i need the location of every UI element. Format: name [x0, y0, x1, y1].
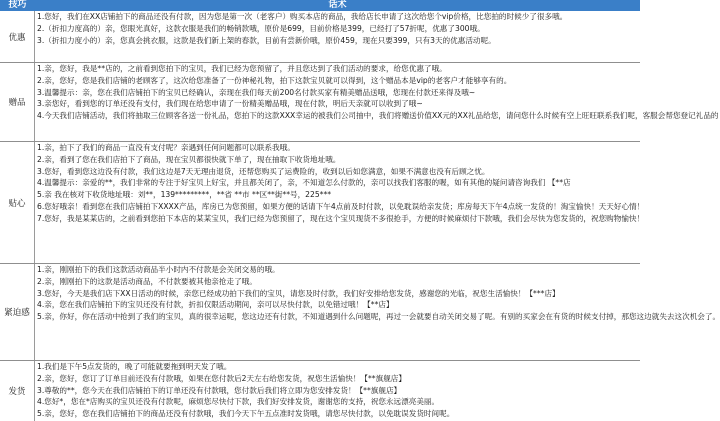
group-gift — [0, 63, 719, 142]
group-label: 贴心 — [0, 142, 35, 263]
group-care — [0, 142, 645, 264]
group-label: 紧迫感 — [0, 264, 35, 360]
script-line: 6.您好哦亲！看到您在我们店铺拍下XXXX产品，库房已为您预留，如果方便的话请下午4点前及时付款，以免耽误给亲发货；库房每天下午4点统一发货的！淘宝愉快！天天好心情！ — [37, 201, 645, 211]
script-line: 4.今天我们店铺活动，我们将抽取三位顾客各送一份礼品，您拍下的这款XXX幸运的被我们公司抽中，我们将赠送价值XX元的XX礼品给您，请问您什么时候有空上旺旺联系我们呢，客服会帮您登记礼品的 — [37, 111, 719, 121]
script-line: 3.您好，看到您这边没有付款，我们这边是7天无理由退货，还帮您购买了运费险的，收到以后如您满意，如果不满意也没有后顾之忧。 — [37, 166, 490, 176]
script-line: 1.亲，拍下了我们的商品一直没有支付呢？亲遇到任何问题都可以联系我哦。 — [37, 143, 295, 152]
script-line — [37, 236, 638, 248]
header-row — [0, 0, 640, 11]
script-line: 5.亲，您好，您在我们店铺拍下的商品还没有付款哦，我们今天下午五点准时发货哦，请您尽快付款，以免耽误发货时间呢。 — [37, 409, 455, 419]
script-line: 1.您好，我们在XX店铺拍下的商品还没有付款，因为您是第一次（老客户）购买本店的商品，我给店长申请了这次给您个vip价格，比您拍的时候少了很多哦。 — [37, 12, 568, 21]
script-line: 3.尊敬的**，您今天在我们店铺拍下的订单还没有付款哦，您付款后我们将立即为您安排发货！【**旗舰店】 — [37, 385, 402, 395]
script-line: 1.亲，您好，我是**店的，之前看到您拍下的宝贝，我们已经为您预留了，并且您达到了我们活动的要求，给您优惠了哦。 — [37, 64, 447, 73]
script-line: 3.（折扣力度小的）亲，您真会挑衣服，这款是我们新上架的春款，目前有尝新价哦，原价459，现在只要399，只有3天的优惠活动呢。 — [37, 35, 496, 45]
group-discount — [0, 11, 640, 63]
script-line: 5.亲，你好，你在活动中抢到了我们的宝贝，真的很幸运呢，您这边还有付款，不知道遇到什么问题呢，再过一会就要自动关闭交易了呢。有别的买家会在有货的时候支付掉，那您这边就失去这次机会了。 — [37, 312, 720, 322]
script-line: 4.您好*，您在*店购买的宝贝还没有付款呢，麻烦您尽快付下款，我们好安排发货，谢谢您的支持，祝您永远漂亮美丽。 — [37, 397, 440, 407]
script-line: 3.您好，今天是我们店下XX日活动的时候，亲您已经成功拍下我们的宝贝，请您及时付款，我们好安排给您发货，感谢您的光临，祝您生活愉快！【***店】 — [37, 288, 560, 298]
script-line: 3.温馨提示：亲，您在我们店铺拍下的宝贝已经确认，亲现在我们每天前200名付款买家有精美赠品送哦，您现在付款还来得及哦~ — [37, 87, 476, 97]
group-label: 赠品 — [0, 63, 35, 141]
script-line: 2.亲，刚刚拍下的这款是活动商品，不付款要被其他亲抢走了哦。 — [37, 276, 257, 286]
script-line: 1.亲，刚刚拍下的我们这款活动商品半小时内不付款是会关闭交易的哦。 — [37, 265, 280, 274]
script-line: 2.亲，您好，您是我们店铺的老顾客了，这次给您准备了一份神秘礼物，拍下这款宝贝就可以得到，这个赠品本是vip的老客户才能够享有的。 — [37, 75, 512, 85]
script-line — [37, 347, 638, 359]
script-line: 2.（折扣力度高的）亲，您眼光真好，这款衣服是我们的畅销款哦，原价是699，目前价格是399，已经打了57折呢，优惠了300哦。 — [37, 23, 485, 33]
header-script: 话术 — [328, 0, 347, 10]
script-line: 2.亲，看到了您在我们店拍下了商品，现在宝贝都很快就下单了，现在抽取下收货地址哦。 — [37, 154, 341, 164]
script-line: 7.您好，我是某某店的，之前看到您拍下本店的某某宝贝，我们已经为您预留了，现在这个宝贝现货不多很抢手，方便的时候麻烦付下款哦，我们会尽快为您发货的，祝您购物愉快！ — [37, 213, 645, 223]
script-line: 1.我们是下午5点发货的，晚了可能就要拖到明天发了哦。 — [37, 362, 232, 371]
script-line — [37, 225, 638, 237]
header-technique: 技巧 — [8, 0, 27, 10]
script-line — [37, 335, 638, 347]
group-label: 优惠 — [0, 11, 35, 62]
script-line: 2.亲，您好，您订了订单目前还没有付款哦，如果在您付款后2天左右给您发货，祝您生活愉快！【**旗舰店】 — [37, 373, 406, 383]
group-label: 发货 — [0, 361, 35, 421]
script-line: 4.亲，您在我们店铺拍下的宝贝还没有付款，折扣仅限活动期间，亲可以尽快付款，以免错过哦！【**店】 — [37, 300, 394, 310]
group-shipping — [0, 361, 640, 421]
script-line — [37, 323, 638, 335]
script-line: 5.亲 我在核对下收货地址哦：刘**，139*********，**省 **市 **区**街**号，225*** — [37, 190, 332, 200]
script-line — [37, 46, 638, 58]
script-line: 4.温馨提示：亲爱的**，我们非常的专注于好宝贝上好宝，并且都关闭了，亲，不知道怎么付款的，亲可以找我们客服的喔，如有其他的疑问请咨询我们 【**店 — [37, 178, 571, 188]
script-line: 3.亲您好，看到您的订单还没有支付，我们现在给您申请了一份精美赠品哦，现在付款，明后天亲就可以收到了哦~ — [37, 99, 423, 109]
group-urgency — [0, 264, 720, 361]
